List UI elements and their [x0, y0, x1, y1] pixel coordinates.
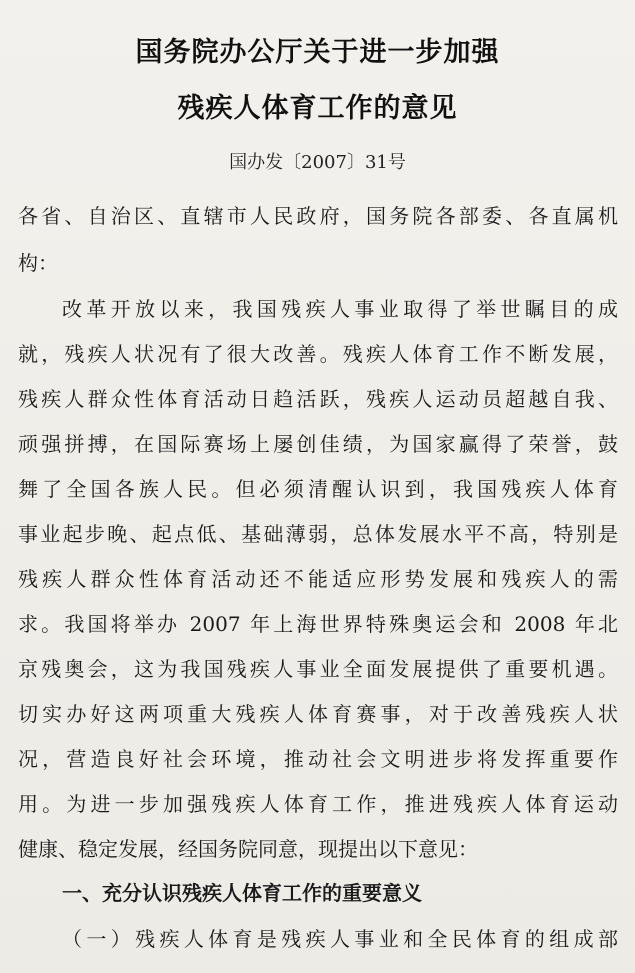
paragraph-line: 改革开放以来，我国残疾人事业取得了举世瞩目的成	[62, 298, 618, 320]
paragraph-line: 残疾人群众性体育活动还不能适应形势发展和残疾人的需	[18, 568, 618, 590]
paragraph-line: 况，营造良好社会环境，推动社会文明进步将发挥重要作	[18, 748, 618, 770]
paragraph-line: 残疾人群众性体育活动日趋活跃，残疾人运动员超越自我、	[18, 388, 618, 410]
paragraph-line: 求。我国将举办 2007 年上海世界特殊奥运会和 2008 年北	[18, 613, 618, 635]
section-heading: 一、充分认识残疾人体育工作的重要意义	[62, 881, 422, 905]
paragraph-line: 就，残疾人状况有了很大改善。残疾人体育工作不断发展，	[18, 343, 618, 365]
salutation-line: 各省、自治区、直辖市人民政府，国务院各部委、各直属机	[18, 205, 618, 227]
document-number: 国办发〔2007〕31号	[229, 152, 406, 173]
document-title-line-2: 残疾人体育工作的意见	[177, 93, 458, 124]
paragraph-line: 事业起步晚、起点低、基础薄弱，总体发展水平不高，特别是	[18, 523, 618, 545]
paragraph-line: 舞了全国各族人民。但必须清醒认识到，我国残疾人体育	[18, 478, 618, 500]
subsection-line: （一）残疾人体育是残疾人事业和全民体育的组成部	[62, 928, 618, 950]
paragraph-line: 用。为进一步加强残疾人体育工作，推进残疾人体育运动	[18, 793, 618, 815]
paragraph-line: 健康、稳定发展，经国务院同意，现提出以下意见：	[18, 838, 478, 860]
document-title-line-1: 国务院办公厅关于进一步加强	[135, 37, 500, 68]
paragraph-line: 京残奥会，这为我国残疾人事业全面发展提供了重要机遇。	[18, 658, 618, 680]
paragraph-line: 切实办好这两项重大残疾人体育赛事，对于改善残疾人状	[18, 703, 618, 725]
paragraph-line: 顽强拼搏，在国际赛场上屡创佳绩，为国家赢得了荣誉，鼓	[18, 433, 618, 455]
salutation-line: 构：	[18, 252, 58, 274]
